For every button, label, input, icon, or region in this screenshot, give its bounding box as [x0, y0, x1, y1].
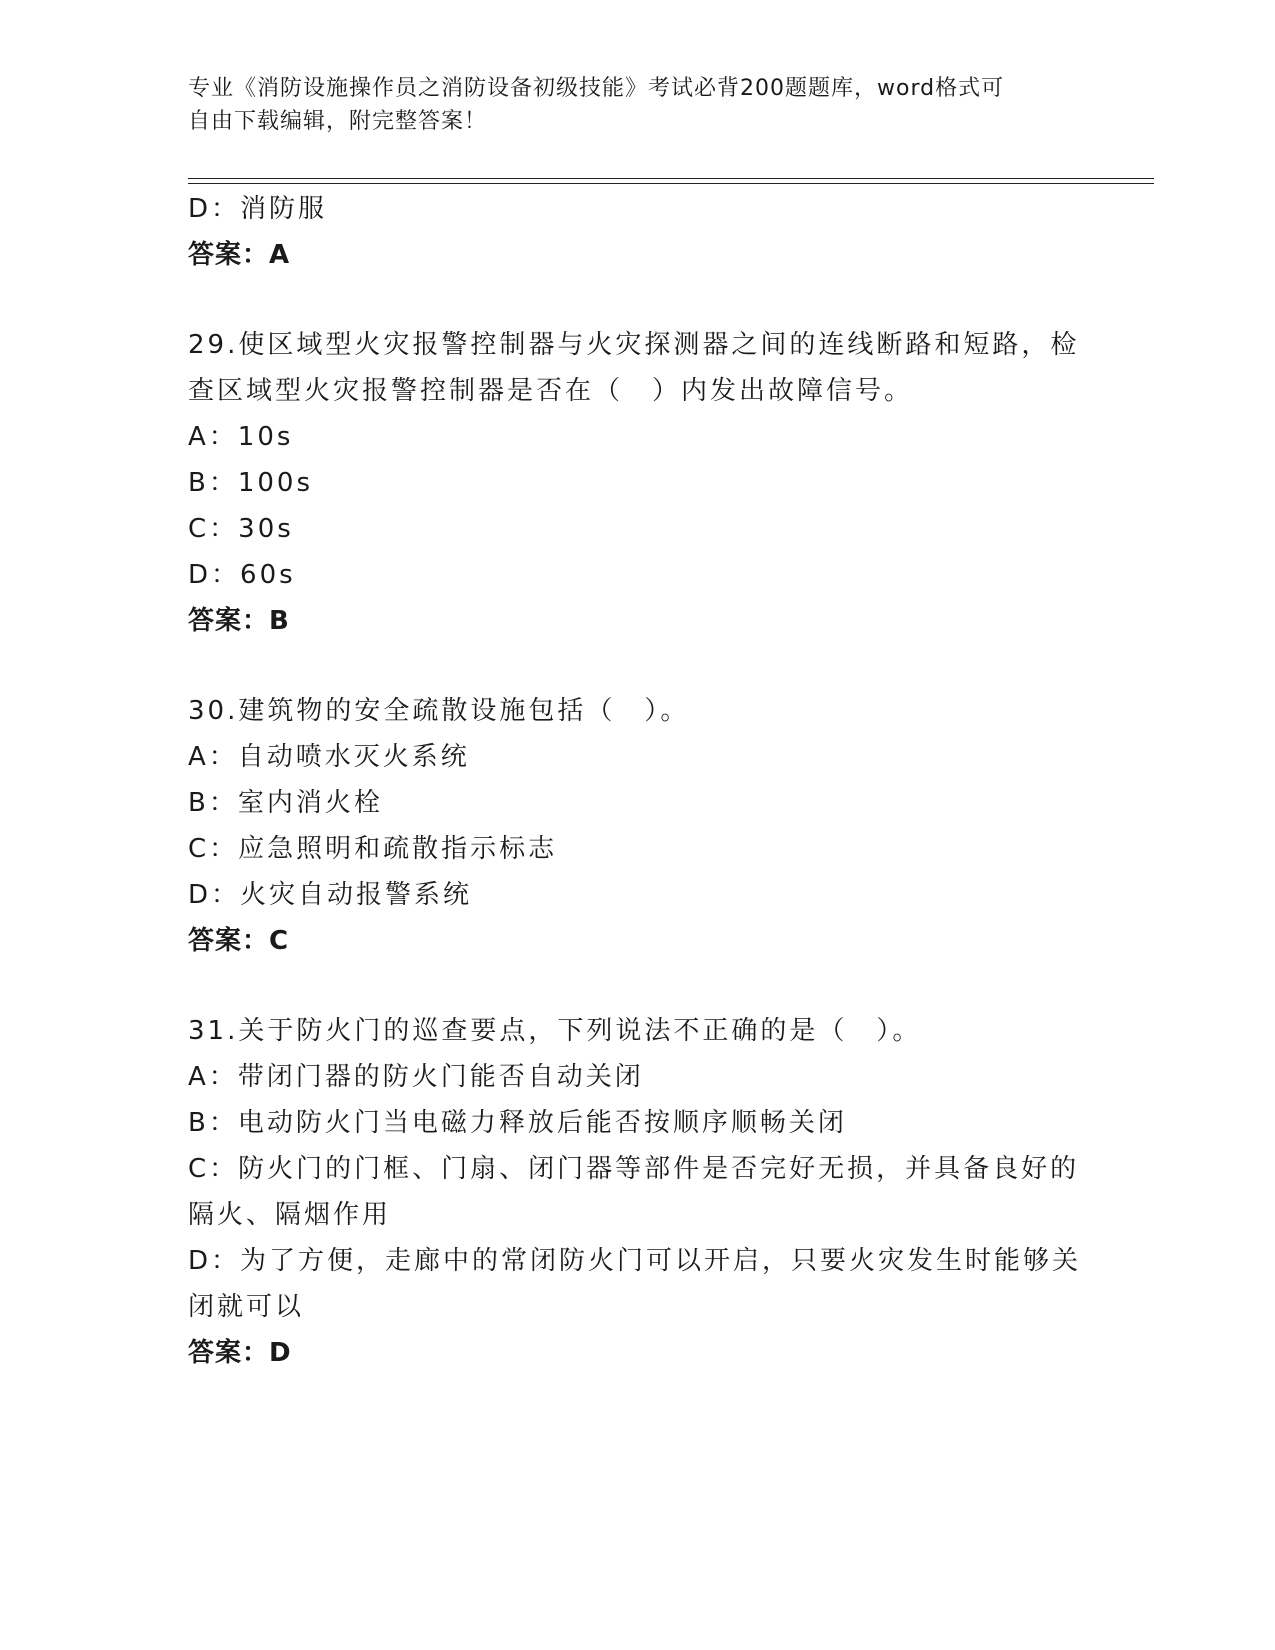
question-option: A：10s	[188, 422, 294, 452]
question-content	[188, 186, 1088, 1376]
question-block	[188, 322, 1088, 688]
question-option: C：防火门的门框、门扇、闭门器等部件是否完好无损，并具备良好的	[188, 1154, 1080, 1184]
question-option: B：100s	[188, 468, 314, 498]
question-option: C：30s	[188, 514, 294, 544]
question-stem: 29.使区域型火灾报警控制器与火灾探测器之间的连线断路和短路，检	[188, 330, 1080, 360]
question-stem: 30.建筑物的安全疏散设施包括（ ）。	[188, 696, 690, 726]
prev-option-d: D：消防服	[188, 194, 328, 224]
header-line-1: 专业《消防设施操作员之消防设备初级技能》考试必背200题题库，word格式可	[188, 76, 1005, 101]
question-option: 隔火、隔烟作用	[188, 1200, 392, 1230]
spacer	[188, 644, 1088, 688]
question-answer: 答案：B	[188, 606, 290, 636]
question-option: C：应急照明和疏散指示标志	[188, 834, 558, 864]
prev-answer: 答案：A	[188, 240, 291, 270]
spacer	[188, 278, 1088, 322]
question-stem: 查区域型火灾报警控制器是否在（ ）内发出故障信号。	[188, 376, 914, 406]
question-block	[188, 1008, 1088, 1376]
question-option: D：为了方便，走廊中的常闭防火门可以开启，只要火灾发生时能够关	[188, 1246, 1082, 1276]
question-answer: 答案：C	[188, 926, 290, 956]
question-block	[188, 688, 1088, 1008]
question-option: A：带闭门器的防火门能否自动关闭	[188, 1062, 644, 1092]
question-option: D：60s	[188, 560, 296, 590]
question-answer: 答案：D	[188, 1338, 292, 1368]
header-divider-top	[188, 178, 1154, 179]
question-option: 闭就可以	[188, 1292, 305, 1322]
document-header	[188, 72, 1088, 138]
question-list	[188, 322, 1088, 1376]
header-divider-bottom	[188, 183, 1154, 184]
question-option: A：自动喷水灭火系统	[188, 742, 470, 772]
question-stem: 31.关于防火门的巡查要点，下列说法不正确的是（ ）。	[188, 1016, 922, 1046]
spacer	[188, 964, 1088, 1008]
header-line-2: 自由下载编辑，附完整答案！	[188, 109, 488, 134]
question-option: B：电动防火门当电磁力释放后能否按顺序顺畅关闭	[188, 1108, 847, 1138]
question-option: D：火灾自动报警系统	[188, 880, 473, 910]
question-option: B：室内消火栓	[188, 788, 383, 818]
